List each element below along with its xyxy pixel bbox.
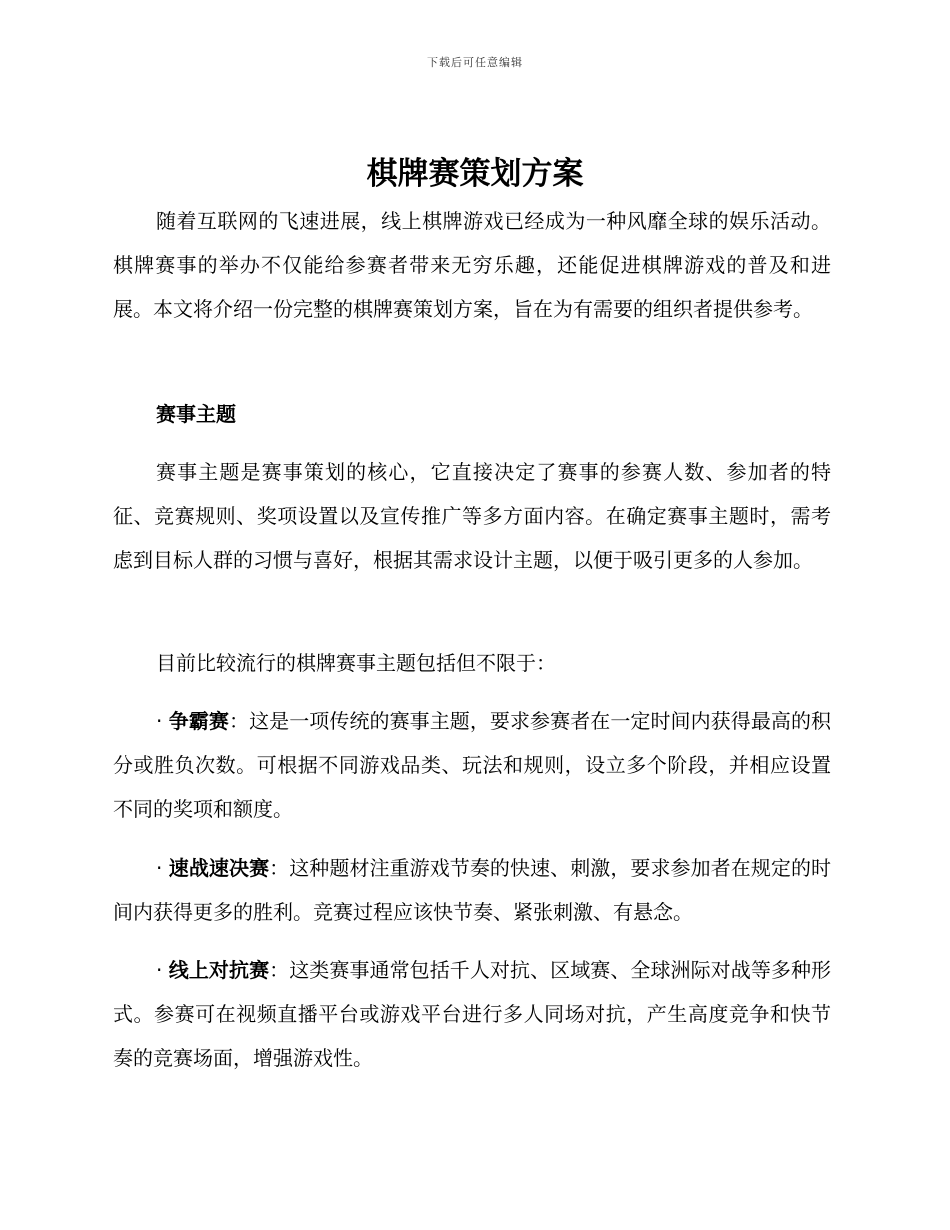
bullet-text: 这种题材注重游戏节奏的快速、刺激，要求参加者在规定的时间内获得更多的胜利。竞赛过程应该快节奏、紧张刺激、有悬念。 (113, 856, 832, 924)
bullet-term: 线上对抗赛 (168, 958, 270, 982)
bullet-item-xianshang (113, 948, 831, 1080)
bullet-marker: · (156, 856, 169, 880)
section-heading-theme: 赛事主题 (156, 402, 236, 426)
header-note: 下载后可任意编辑 (427, 56, 523, 69)
bullet-term: 速战速决赛 (168, 856, 270, 880)
bullet-item-suzhan (113, 846, 831, 934)
document-title: 棋牌赛策划方案 (366, 156, 584, 192)
bullet-separator: ： (269, 856, 290, 880)
intro-paragraph: 随着互联网的飞速进展，线上棋牌游戏已经成为一种风靡全球的娱乐活动。棋牌赛事的举办不仅能给参赛者带来无穷乐趣，还能促进棋牌游戏的普及和进展。本文将介绍一份完整的棋牌赛策划方案，旨在为有需要的组织者提供参考。 (113, 209, 831, 321)
bullet-marker: · (156, 958, 169, 982)
bullet-marker: · (156, 709, 169, 733)
bullet-separator: ： (269, 958, 290, 982)
bullet-term: 争霸赛 (168, 709, 230, 733)
bullet-item-zhengba (113, 699, 831, 831)
theme-list-intro: 目前比较流行的棋牌赛事主题包括但不限于： (156, 651, 556, 675)
bullet-text: 这类赛事通常包括千人对抗、区域赛、全球洲际对战等多种形式。参赛可在视频直播平台或游戏平台进行多人同场对抗，产生高度竞争和快节奏的竞赛场面，增强游戏性。 (113, 958, 832, 1070)
bullet-text: 这是一项传统的赛事主题，要求参赛者在一定时间内获得最高的积分或胜负次数。可根据不同游戏品类、玩法和规则，设立多个阶段，并相应设置不同的奖项和额度。 (113, 709, 832, 821)
bullet-separator: ： (229, 709, 250, 733)
theme-paragraph: 赛事主题是赛事策划的核心，它直接决定了赛事的参赛人数、参加者的特征、竞赛规则、奖项设置以及宣传推广等多方面内容。在确定赛事主题时，需考虑到目标人群的习惯与喜好，根据其需求设计主题，以便于吸引更多的人参加。 (113, 460, 831, 572)
